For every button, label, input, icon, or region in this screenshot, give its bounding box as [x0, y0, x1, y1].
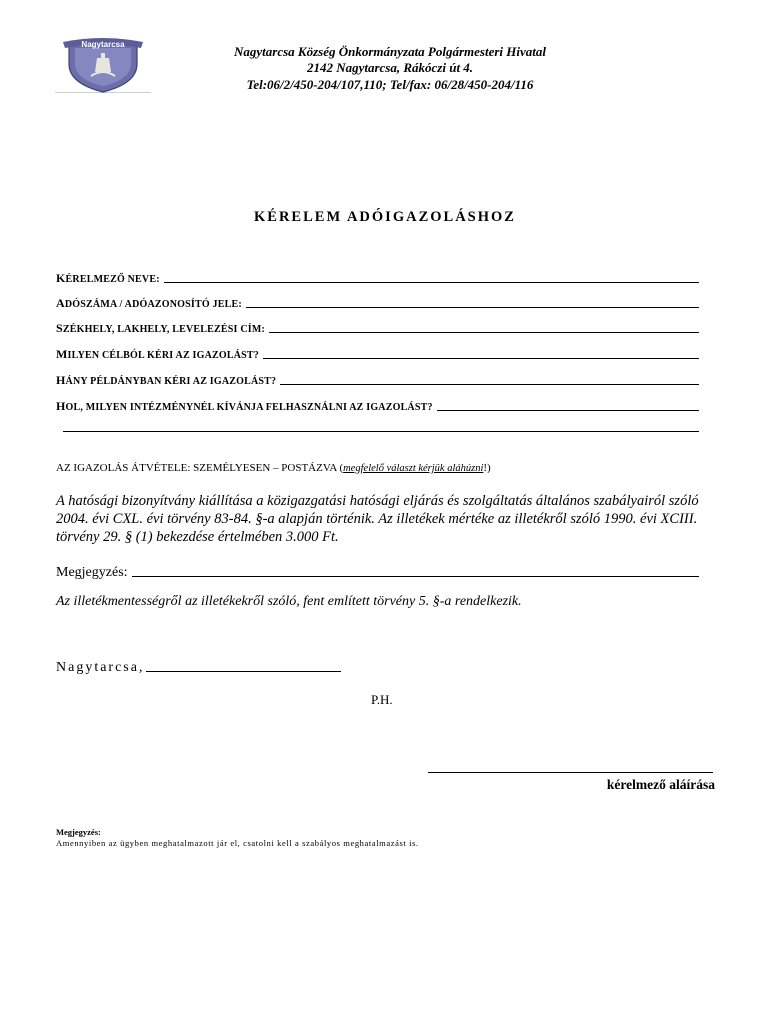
header-office-name: Nagytarcsa Község Önkormányzata Polgármesteri Hivatal [234, 44, 546, 59]
pickup-instruction: megfelelő választ kérjük aláhúzni [343, 463, 484, 474]
field-applicant-name[interactable]: KÉRELMEZŐ NEVE: [56, 266, 699, 286]
footnote-text: Amennyiben az ügyben meghatalmazott jár el, csatolni kell a szabályos meghatalmazást is. [56, 838, 419, 848]
pickup-method: AZ IGAZOLÁS ÁTVÉTELE: SZEMÉLYESEN – POSTÁZVA (megfelelő választ kérjük aláhúzni!) [56, 462, 491, 474]
field-institution[interactable]: HOL, MILYEN INTÉZMÉNYNÉL KÍVÁNJA FELHASZNÁLNI AZ IGAZOLÁST? [56, 394, 699, 414]
institution-line[interactable] [437, 410, 699, 411]
note-line[interactable] [132, 576, 699, 577]
tax-number-line[interactable] [246, 307, 699, 308]
date-line[interactable] [146, 670, 341, 672]
place-label: Nagytarcsa, [56, 660, 145, 675]
stamp-placeholder: P.H. [371, 692, 393, 707]
svg-text:Nagytarcsa: Nagytarcsa [81, 40, 125, 49]
place-date[interactable] [56, 660, 341, 676]
footnote-title: Megjegyzés: [56, 827, 101, 837]
coat-of-arms-logo [55, 38, 151, 94]
applicant-name-line[interactable] [164, 282, 699, 283]
field-purpose[interactable]: MILYEN CÉLBÓL KÉRI AZ IGAZOLÁST? [56, 342, 699, 362]
field-copies[interactable]: HÁNY PÉLDÁNYBAN KÉRI AZ IGAZOLÁST? [56, 368, 699, 388]
signature-label: kérelmező aláírása [606, 777, 715, 792]
note-label: Megjegyzés: [56, 565, 128, 580]
legal-paragraph: A hatósági bizonyítvány kiállítása a közigazgatási hatósági eljárás és szolgáltatás általános szabályairól szóló 2004. évi CXL. évi törvény 83-84. §-a alapján történik. Az illetékek mértéke az illetékről szóló 1990. évi XCIII. törvény 29. § (1) bekezdése értelmében 3.000 Ft. [56, 493, 699, 545]
signature-line[interactable] [428, 772, 713, 773]
header-address: 2142 Nagytarcsa, Rákóczi út 4. [306, 60, 474, 75]
field-tax-number[interactable]: ADÓSZÁMA / ADÓAZONOSÍTÓ JELE: [56, 291, 699, 311]
field-note[interactable] [56, 561, 699, 581]
field-address[interactable]: SZÉKHELY, LAKHELY, LEVELEZÉSI CÍM: [56, 316, 699, 336]
exemption-text: Az illetékmentességről az illetékekről szóló, fent említett törvény 5. §-a rendelkezik. [56, 594, 522, 609]
header-phone: Tel:06/2/450-204/107,110; Tel/fax: 06/28/450-204/116 [246, 77, 534, 92]
extra-answer-line[interactable] [63, 431, 699, 432]
address-line[interactable] [269, 332, 699, 333]
purpose-line[interactable] [263, 358, 699, 359]
form-title: KÉRELEM ADÓIGAZOLÁSHOZ [254, 209, 516, 225]
copies-line[interactable] [280, 384, 699, 385]
